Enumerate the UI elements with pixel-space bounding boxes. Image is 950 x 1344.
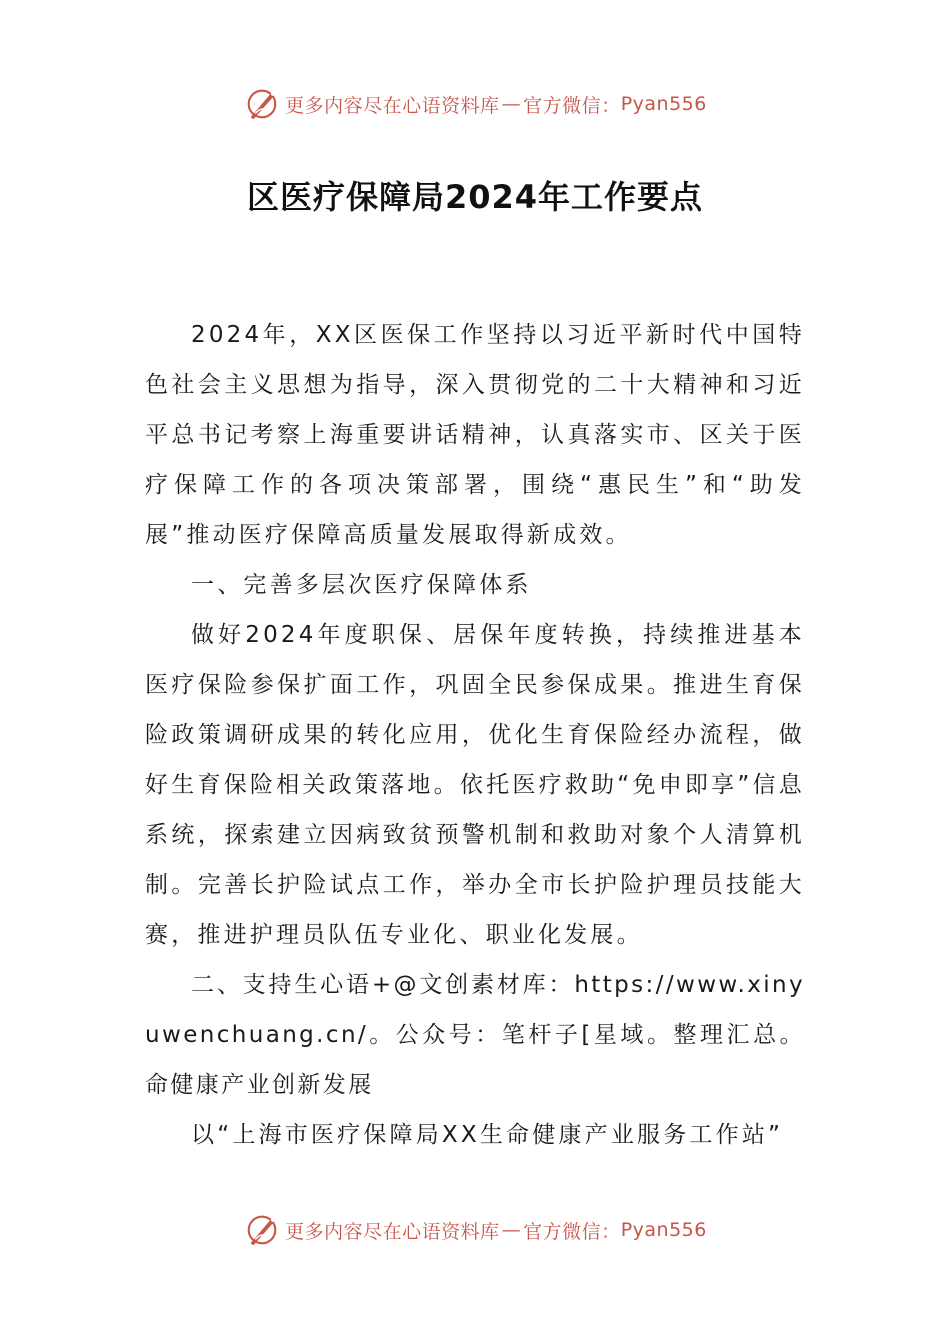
document-title: 区医疗保障局2024年工作要点 bbox=[246, 178, 704, 216]
section-heading-2: 二、支持生心语+@文创素材库：https://www.xinyuwenchuang.cn/。公众号：笔杆子[星域。整理汇总。命健康产业创新发展 bbox=[145, 972, 805, 1098]
watermark-text: 更多内容尽在心语资料库 bbox=[285, 94, 500, 117]
watermark-wechat-label: 官方微信： bbox=[523, 94, 621, 117]
watermark-header bbox=[0, 84, 950, 124]
pen-logo-icon bbox=[243, 1211, 281, 1249]
watermark-wechat-id: Pyan556 bbox=[620, 93, 707, 115]
watermark-text: 更多内容尽在心语资料库 bbox=[285, 1220, 500, 1243]
watermark-wechat-label: 官方微信： bbox=[523, 1220, 621, 1243]
watermark-separator: — bbox=[501, 1219, 522, 1241]
intro-paragraph: 2024年，XX区医保工作坚持以习近平新时代中国特色社会主义思想为指导，深入贯彻党的二十大精神和习近平总书记考察上海重要讲话精神，认真落实市、区关于医疗保障工作的各项决策部署，围绕“惠民生”和“助发展”推动医疗保障高质量发展取得新成效。 bbox=[145, 322, 805, 548]
document-body bbox=[145, 310, 805, 1160]
watermark-footer bbox=[0, 1210, 950, 1250]
section-paragraph-1: 做好2024年度职保、居保年度转换，持续推进基本医疗保险参保扩面工作，巩固全民参保成果。推进生育保险政策调研成果的转化应用，优化生育保险经办流程，做好生育保险相关政策落地。依托医疗救助“免申即享”信息系统，探索建立因病致贫预警机制和救助对象个人清算机制。完善长护险试点工作，举办全市长护险护理员技能大赛，推进护理员队伍专业化、职业化发展。 bbox=[145, 622, 805, 948]
section-heading-1: 一、完善多层次医疗保障体系 bbox=[191, 572, 532, 598]
watermark-separator: — bbox=[501, 93, 522, 115]
pen-logo-icon bbox=[243, 85, 281, 123]
watermark-wechat-id: Pyan556 bbox=[620, 1219, 707, 1241]
section-paragraph-2: 以“上海市医疗保障局XX生命健康产业服务工作站” bbox=[191, 1122, 784, 1148]
